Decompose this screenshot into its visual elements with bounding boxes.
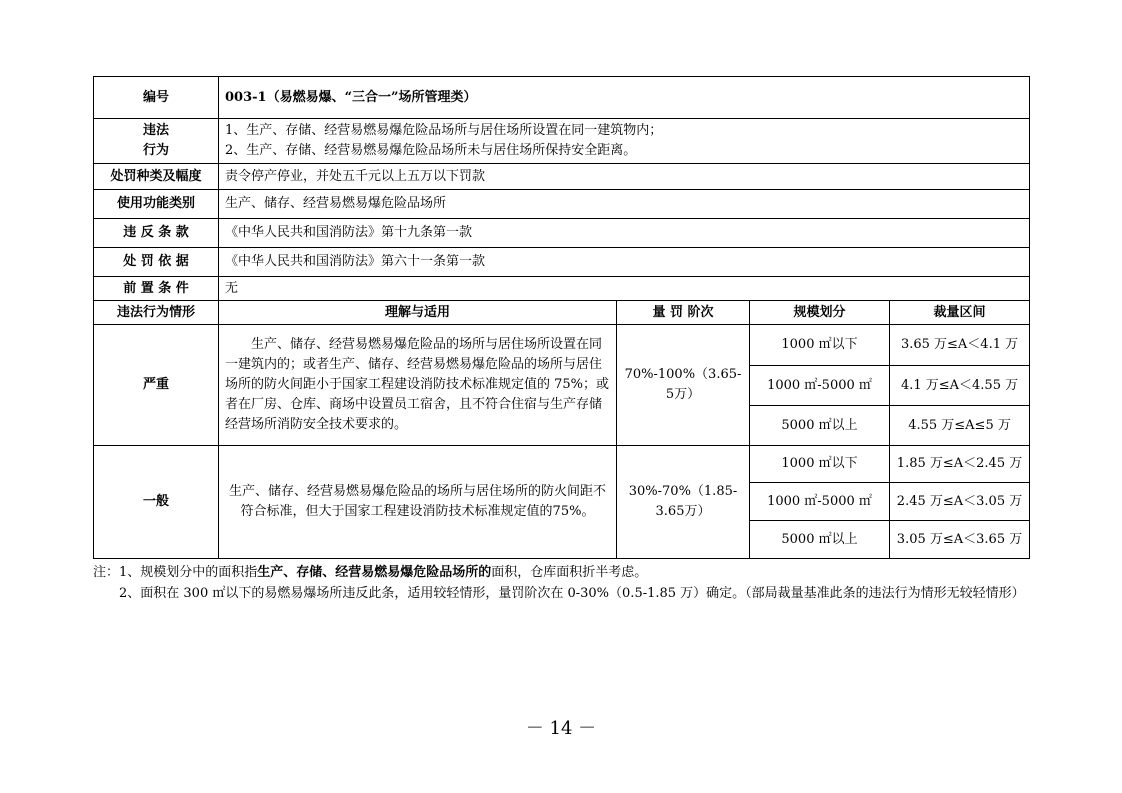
header-range: 裁量区间 — [890, 301, 1030, 325]
row-violated-clause — [94, 219, 1030, 248]
general-scale-3: 5000 ㎡以上 — [750, 521, 890, 559]
header-penalty-level: 量 罚 阶次 — [617, 301, 750, 325]
row-penalty-basis — [94, 248, 1030, 277]
severe-range-2: 4.1 万≤A＜4.55 万 — [890, 366, 1030, 406]
general-range-3: 3.05 万≤A＜3.65 万 — [890, 521, 1030, 559]
function-type-value: 生产、储存、经营易燃易爆危险品场所 — [219, 190, 1030, 219]
violated-clause-value: 《中华人民共和国消防法》第十九条第一款 — [219, 219, 1030, 248]
violation-label-line1: 违法 — [142, 123, 169, 138]
penalty-type-value: 责令停产停业，并处五千元以上五万以下罚款 — [219, 164, 1030, 190]
severe-scale-3: 5000 ㎡以上 — [750, 406, 890, 446]
penalty-basis-label: 处 罚 依 据 — [94, 248, 219, 277]
row-penalty-type — [94, 164, 1030, 190]
severe-range-1: 3.65 万≤A＜4.1 万 — [890, 325, 1030, 366]
severe-scale-2: 1000 ㎡-5000 ㎡ — [750, 366, 890, 406]
note-1-prefix: 注：1、规模划分中的面积指 — [93, 565, 258, 580]
violation-line1: 1、生产、存储、经营易燃易爆危险品场所与居住场所设置在同一建筑物内； — [225, 123, 663, 138]
row-precondition — [94, 277, 1030, 301]
violation-line2: 2、生产、存储、经营易燃易爆危险品场所未与居住场所保持安全距离。 — [225, 143, 637, 158]
severe-level: 70%-100%（3.65-5万） — [617, 325, 750, 446]
header-scale: 规模划分 — [750, 301, 890, 325]
row-headers — [94, 301, 1030, 325]
general-range-2: 2.45 万≤A＜3.05 万 — [890, 483, 1030, 521]
violation-value — [219, 119, 1030, 164]
row-function-type — [94, 190, 1030, 219]
precondition-value: 无 — [219, 277, 1030, 301]
severe-scale-1: 1000 ㎡以下 — [750, 325, 890, 366]
violated-clause-label: 违 反 条 款 — [94, 219, 219, 248]
row-general-1 — [94, 446, 1030, 483]
general-range-1: 1.85 万≤A＜2.45 万 — [890, 446, 1030, 483]
function-type-label: 使用功能类别 — [94, 190, 219, 219]
page-number: － 14 － — [525, 718, 597, 739]
code-value: 003-1（易燃易爆、“三合一”场所管理类） — [219, 77, 1030, 119]
note-1-suffix: 面积，仓库面积折半考虑。 — [491, 565, 648, 580]
note-1 — [93, 562, 1029, 583]
severe-description: 生产、储存、经营易燃易爆危险品的场所与居住场所设置在同一建筑内的；或者生产、储存、经营易燃易爆危险品的场所与居住场所的防火间距小于国家工程建设消防技术标准规定值的 75%；或者在厂房、仓库、商场中设置员工宿舍，且不符合住宿与生产存储经营场所消防安全技术要求的。 — [219, 325, 617, 446]
general-scale-1: 1000 ㎡以下 — [750, 446, 890, 483]
violation-label — [94, 119, 219, 164]
general-scale-2: 1000 ㎡-5000 ㎡ — [750, 483, 890, 521]
precondition-label: 前 置 条 件 — [94, 277, 219, 301]
penalty-table — [93, 76, 1030, 559]
notes — [93, 562, 1029, 604]
general-level: 30%-70%（1.85-3.65万） — [617, 446, 750, 559]
row-violation — [94, 119, 1030, 164]
row-code — [94, 77, 1030, 119]
note-1-bold: 生产、存储、经营易燃易爆危险品场所的 — [257, 565, 492, 580]
severe-label: 严重 — [94, 325, 219, 446]
row-severe-1 — [94, 325, 1030, 366]
penalty-basis-value: 《中华人民共和国消防法》第六十一条第一款 — [219, 248, 1030, 277]
violation-label-line2: 行为 — [142, 143, 169, 158]
header-situation: 违法行为情形 — [94, 301, 219, 325]
header-understanding: 理解与适用 — [219, 301, 617, 325]
penalty-type-label: 处罚种类及幅度 — [94, 164, 219, 190]
general-description: 生产、储存、经营易燃易爆危险品的场所与居住场所的防火间距不符合标准，但大于国家工程建设消防技术标准规定值的75%。 — [219, 446, 617, 559]
note-2: 2、面积在 300 ㎡以下的易燃易爆场所违反此条，适用较轻情形，量罚阶次在 0-30%（0.5-1.85 万）确定。（部局裁量基准此条的违法行为情形无较轻情形） — [119, 586, 1025, 601]
general-label: 一般 — [94, 446, 219, 559]
severe-range-3: 4.55 万≤A≤5 万 — [890, 406, 1030, 446]
code-label: 编号 — [94, 77, 219, 119]
